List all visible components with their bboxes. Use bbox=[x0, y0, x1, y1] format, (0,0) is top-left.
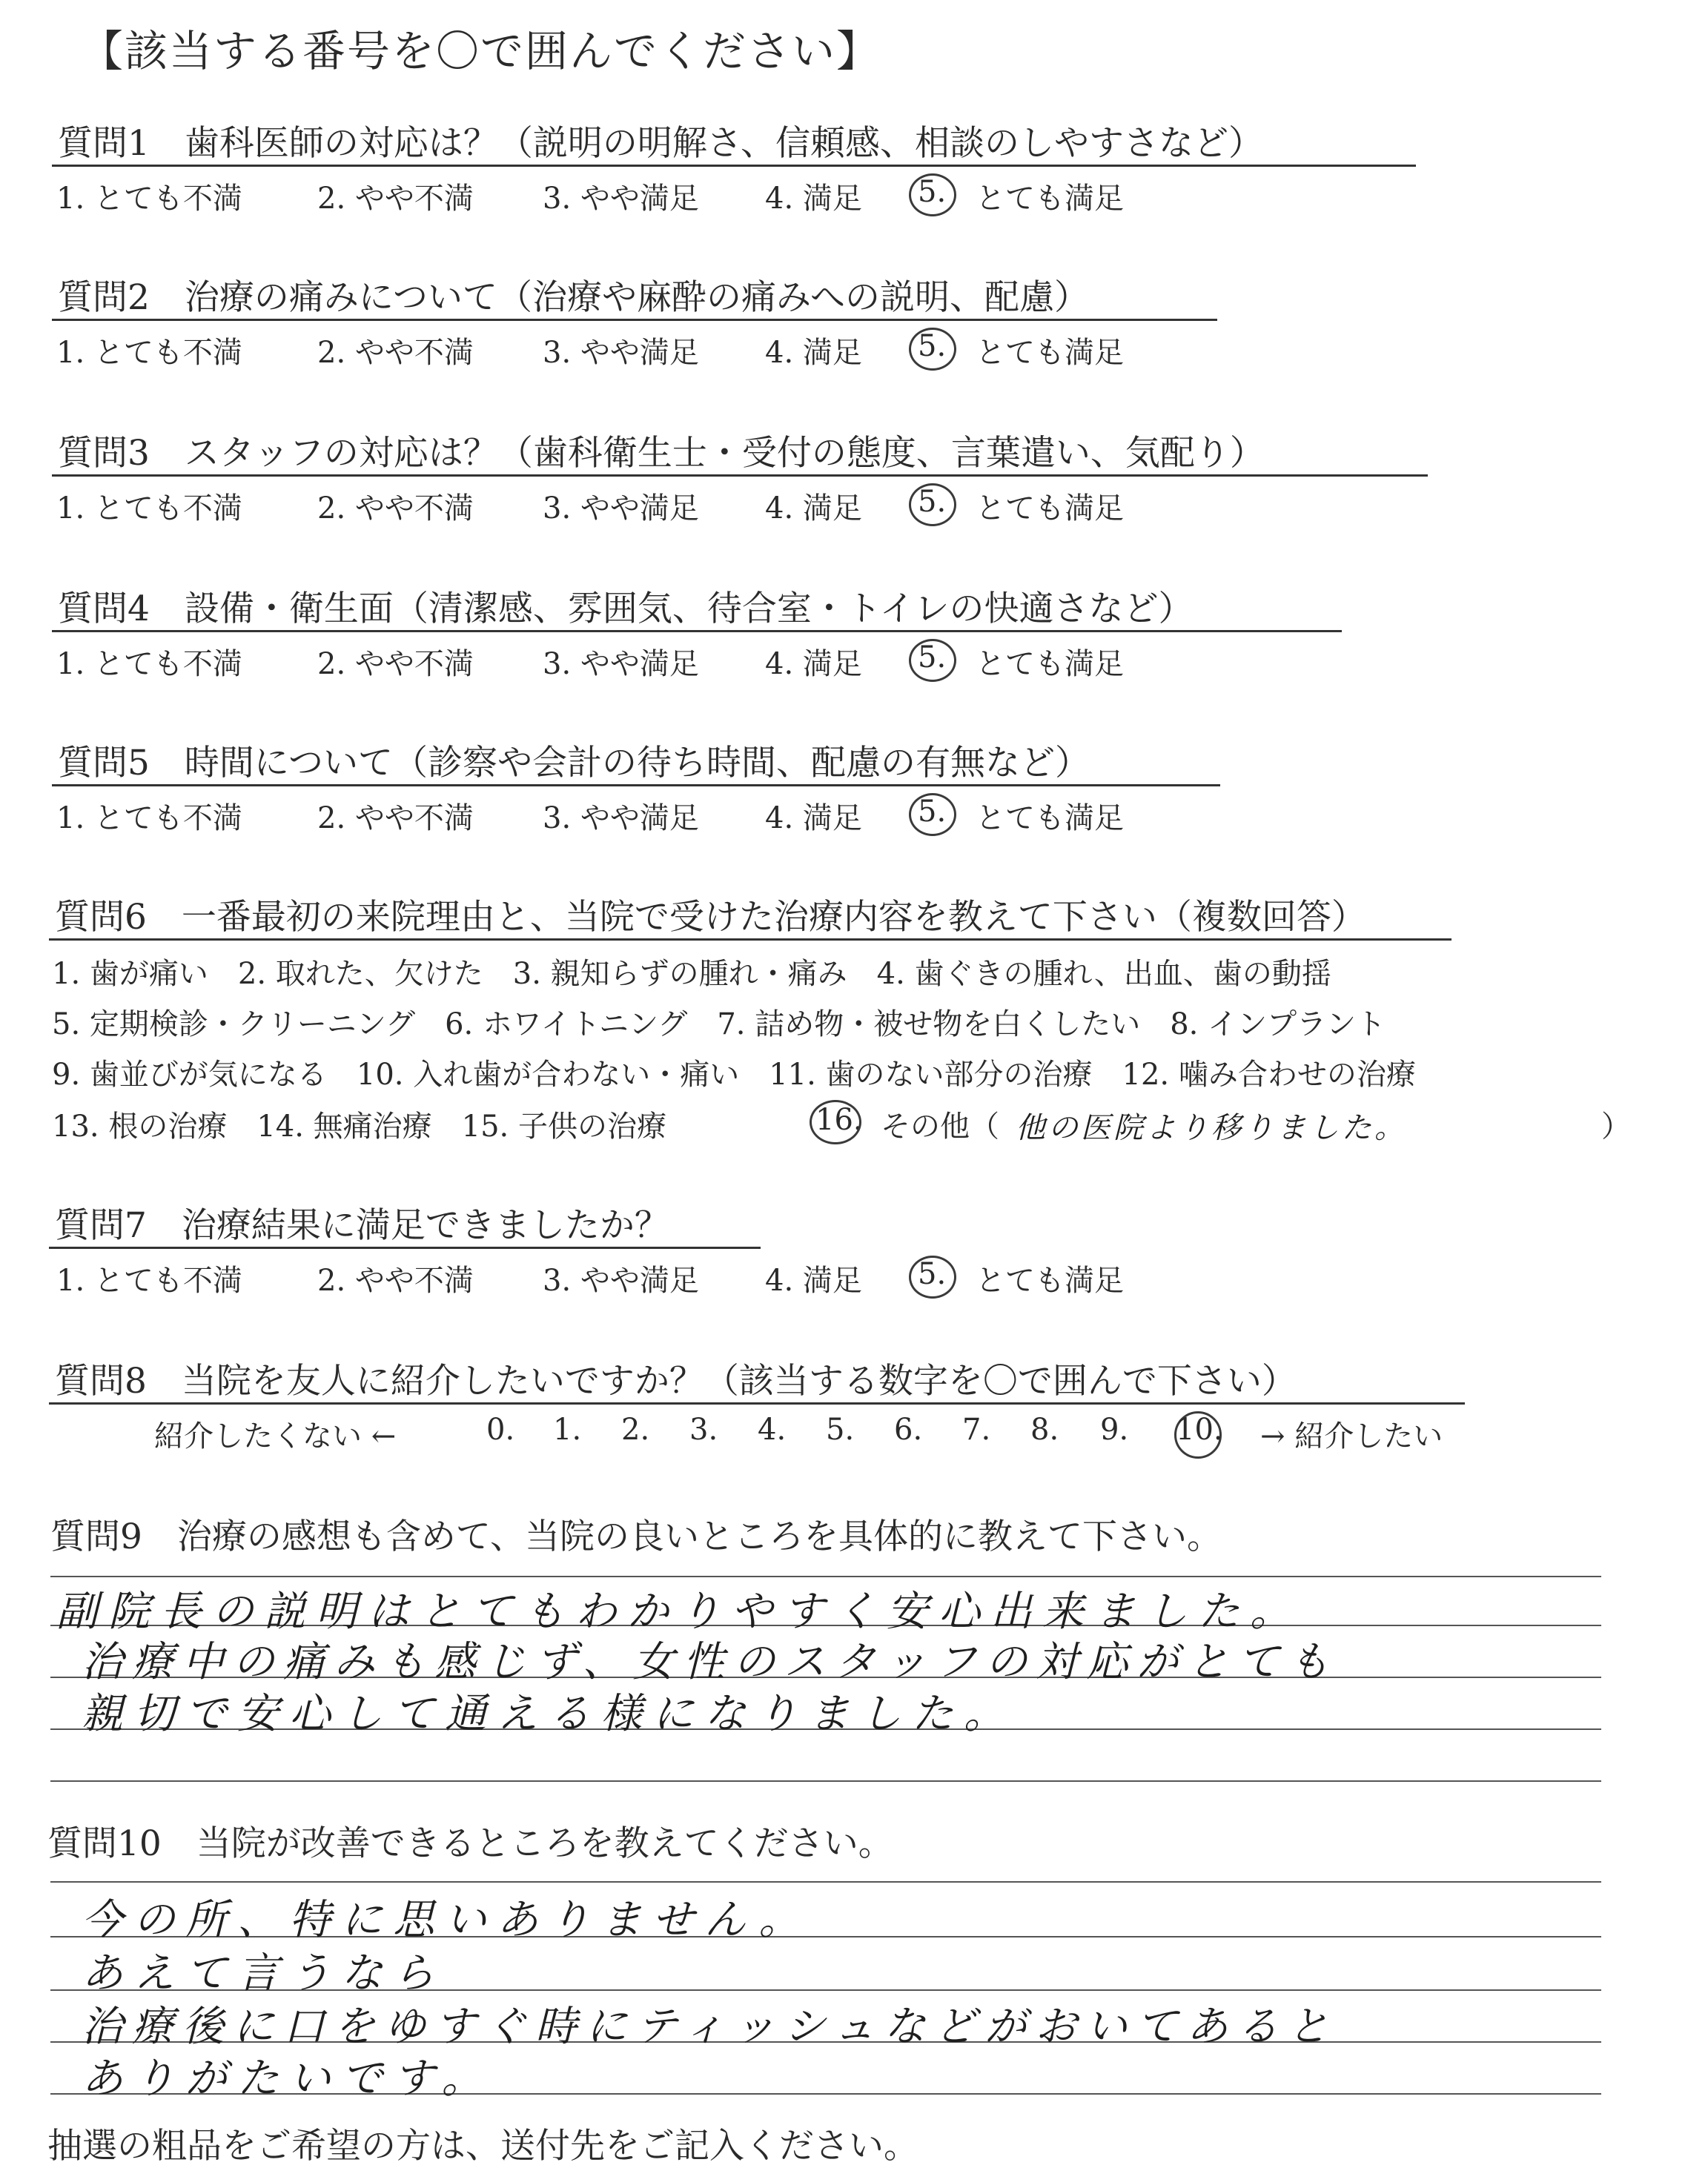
q7-option-4[interactable]: 4. 満足 bbox=[765, 1264, 862, 1298]
q8-number-7[interactable]: 7. bbox=[962, 1413, 991, 1447]
q5-option-4[interactable]: 4. 満足 bbox=[765, 801, 862, 835]
q4-underline bbox=[52, 630, 1342, 632]
q8-number-4[interactable]: 4. bbox=[758, 1413, 787, 1447]
q3-selection-circle bbox=[909, 483, 956, 526]
q8-number-2[interactable]: 2. bbox=[621, 1413, 650, 1447]
q8-title: 質問8 当院を友人に紹介したいですか？（該当する数字を〇で囲んで下さい） bbox=[55, 1361, 1297, 1402]
q1-title: 質問1 歯科医師の対応は？（説明の明解さ、信頼感、相談のしやすさなど） bbox=[58, 123, 1264, 164]
q1-option-2[interactable]: 2. やや不満 bbox=[317, 182, 474, 216]
q3-underline bbox=[52, 474, 1428, 477]
q8-underline bbox=[49, 1402, 1465, 1405]
q10-title: 質問10 当院が改善できるところを教えてください。 bbox=[47, 1823, 893, 1864]
q10-answer-line-1[interactable]: 今の所、特に思いありません。 bbox=[82, 1896, 811, 1944]
q8-right-label: → 紹介したい bbox=[1260, 1419, 1443, 1453]
q1-underline bbox=[52, 165, 1416, 167]
q5-option-5-label: とても満足 bbox=[976, 801, 1124, 835]
q6-selection-circle bbox=[810, 1100, 861, 1144]
q7-option-1[interactable]: 1. とても不満 bbox=[56, 1264, 242, 1298]
q9-ruled-line bbox=[50, 1780, 1601, 1782]
q7-selection-circle bbox=[909, 1256, 956, 1299]
q1-selection-circle bbox=[909, 173, 956, 216]
q8-left-label: 紹介したくない ← bbox=[154, 1419, 397, 1453]
form-heading: 【該当する番号を〇で囲んでください】 bbox=[80, 26, 881, 76]
q6-other-input[interactable]: 他の医院より移りました。 bbox=[1016, 1111, 1407, 1145]
q5-selection-circle bbox=[909, 793, 956, 836]
q4-option-4[interactable]: 4. 満足 bbox=[765, 647, 862, 681]
q9-answer-line-2[interactable]: 治療中の痛みも感じず、女性のスタッフの対応がとても bbox=[82, 1638, 1339, 1686]
q7-underline bbox=[49, 1247, 761, 1249]
q6-option-16-number[interactable]: 16. bbox=[815, 1103, 863, 1137]
q7-option-3[interactable]: 3. やや満足 bbox=[543, 1264, 699, 1298]
q8-number-3[interactable]: 3. bbox=[689, 1413, 718, 1447]
q4-option-5-number[interactable]: 5. bbox=[918, 640, 947, 674]
q2-option-2[interactable]: 2. やや不満 bbox=[317, 336, 474, 370]
q9-answer-line-1[interactable]: 副院長の説明はとてもわかりやすく安心出来ました。 bbox=[56, 1588, 1302, 1636]
q5-title: 質問5 時間について（診察や会計の待ち時間、配慮の有無など） bbox=[58, 743, 1090, 783]
q10-answer-line-3[interactable]: 治療後に口をゆすぐ時にティッシュなどがおいてあると bbox=[82, 2003, 1338, 2051]
q4-selection-circle bbox=[909, 639, 956, 682]
q5-option-5-number[interactable]: 5. bbox=[918, 795, 947, 829]
q3-option-1[interactable]: 1. とても不満 bbox=[56, 491, 242, 526]
q6-options-row-4[interactable]: 13. 根の治療 14. 無痛治療 15. 子供の治療 bbox=[52, 1110, 666, 1144]
q2-selection-circle bbox=[909, 328, 956, 371]
q7-option-5-number[interactable]: 5. bbox=[918, 1257, 947, 1291]
q4-option-3[interactable]: 3. やや満足 bbox=[543, 647, 699, 681]
q8-number-10[interactable]: 10. bbox=[1176, 1413, 1223, 1447]
q2-option-5-label: とても満足 bbox=[976, 336, 1124, 370]
q5-option-3[interactable]: 3. やや満足 bbox=[543, 801, 699, 835]
q2-option-4[interactable]: 4. 満足 bbox=[765, 336, 862, 370]
q1-option-1[interactable]: 1. とても不満 bbox=[56, 182, 242, 216]
q8-number-0[interactable]: 0. bbox=[486, 1413, 515, 1447]
q1-option-3[interactable]: 3. やや満足 bbox=[543, 182, 699, 216]
q2-option-5-number[interactable]: 5. bbox=[918, 329, 947, 363]
q8-number-9[interactable]: 9. bbox=[1100, 1413, 1129, 1447]
q1-option-4[interactable]: 4. 満足 bbox=[765, 182, 862, 216]
q6-title: 質問6 一番最初の来院理由と、当院で受けた治療内容を教えて下さい（複数回答） bbox=[55, 897, 1366, 938]
q5-option-1[interactable]: 1. とても不満 bbox=[56, 801, 242, 835]
q10-ruled-line bbox=[50, 1881, 1601, 1883]
q3-option-2[interactable]: 2. やや不満 bbox=[317, 491, 474, 526]
q8-number-1[interactable]: 1. bbox=[553, 1413, 582, 1447]
q3-option-3[interactable]: 3. やや満足 bbox=[543, 491, 699, 526]
q9-answer-line-3[interactable]: 親切で安心して通える様になりました。 bbox=[82, 1690, 1016, 1738]
q1-option-5-label: とても満足 bbox=[976, 182, 1124, 216]
q8-number-5[interactable]: 5. bbox=[826, 1413, 855, 1447]
q6-options-row-2[interactable]: 5. 定期検診・クリーニング 6. ホワイトニング 7. 詰め物・被せ物を白くしたい 8. インプラント bbox=[52, 1007, 1386, 1041]
q3-title: 質問3 スタッフの対応は？（歯科衛生士・受付の態度、言葉遣い、気配り） bbox=[58, 433, 1265, 474]
q6-options-row-1[interactable]: 1. 歯が痛い 2. 取れた、欠けた 3. 親知らずの腫れ・痛み 4. 歯ぐきの腫れ、出血、歯の動揺 bbox=[52, 957, 1331, 991]
q3-option-5-number[interactable]: 5. bbox=[918, 485, 947, 519]
q4-option-5-label: とても満足 bbox=[976, 647, 1124, 681]
q3-option-5-label: とても満足 bbox=[976, 491, 1124, 526]
q8-number-6[interactable]: 6. bbox=[894, 1413, 923, 1447]
q6-other-label: その他（ bbox=[881, 1110, 999, 1144]
q2-option-1[interactable]: 1. とても不満 bbox=[56, 336, 242, 370]
q5-option-2[interactable]: 2. やや不満 bbox=[317, 801, 474, 835]
q6-other-close: ） bbox=[1601, 1110, 1631, 1144]
q4-title: 質問4 設備・衛生面（清潔感、雰囲気、待合室・トイレの快適さなど） bbox=[58, 589, 1194, 629]
q4-option-1[interactable]: 1. とても不満 bbox=[56, 647, 242, 681]
q7-option-5-label: とても満足 bbox=[976, 1264, 1124, 1298]
q10-answer-line-2[interactable]: あえて言うなら bbox=[82, 1949, 445, 1998]
q7-title: 質問7 治療結果に満足できましたか？ bbox=[55, 1205, 669, 1246]
q9-title: 質問9 治療の感想も含めて、当院の良いところを具体的に教えて下さい。 bbox=[50, 1516, 1222, 1557]
q9-ruled-line bbox=[50, 1576, 1601, 1577]
q6-options-row-3[interactable]: 9. 歯並びが気になる 10. 入れ歯が合わない・痛い 11. 歯のない部分の治療 12. 噛み合わせの治療 bbox=[52, 1058, 1416, 1092]
q8-number-8[interactable]: 8. bbox=[1030, 1413, 1059, 1447]
q10-answer-line-4[interactable]: ありがたいです。 bbox=[82, 2055, 494, 2103]
q2-title: 質問2 治療の痛みについて（治療や麻酔の痛みへの説明、配慮） bbox=[58, 277, 1090, 318]
footer-note: 抽選の粗品をご希望の方は、送付先をご記入ください。 bbox=[47, 2126, 918, 2167]
q1-option-5-number[interactable]: 5. bbox=[918, 175, 947, 209]
q2-underline bbox=[52, 319, 1217, 321]
q7-option-2[interactable]: 2. やや不満 bbox=[317, 1264, 474, 1298]
q3-option-4[interactable]: 4. 満足 bbox=[765, 491, 862, 526]
q5-underline bbox=[52, 784, 1220, 786]
q6-underline bbox=[49, 938, 1452, 941]
q2-option-3[interactable]: 3. やや満足 bbox=[543, 336, 699, 370]
q4-option-2[interactable]: 2. やや不満 bbox=[317, 647, 474, 681]
